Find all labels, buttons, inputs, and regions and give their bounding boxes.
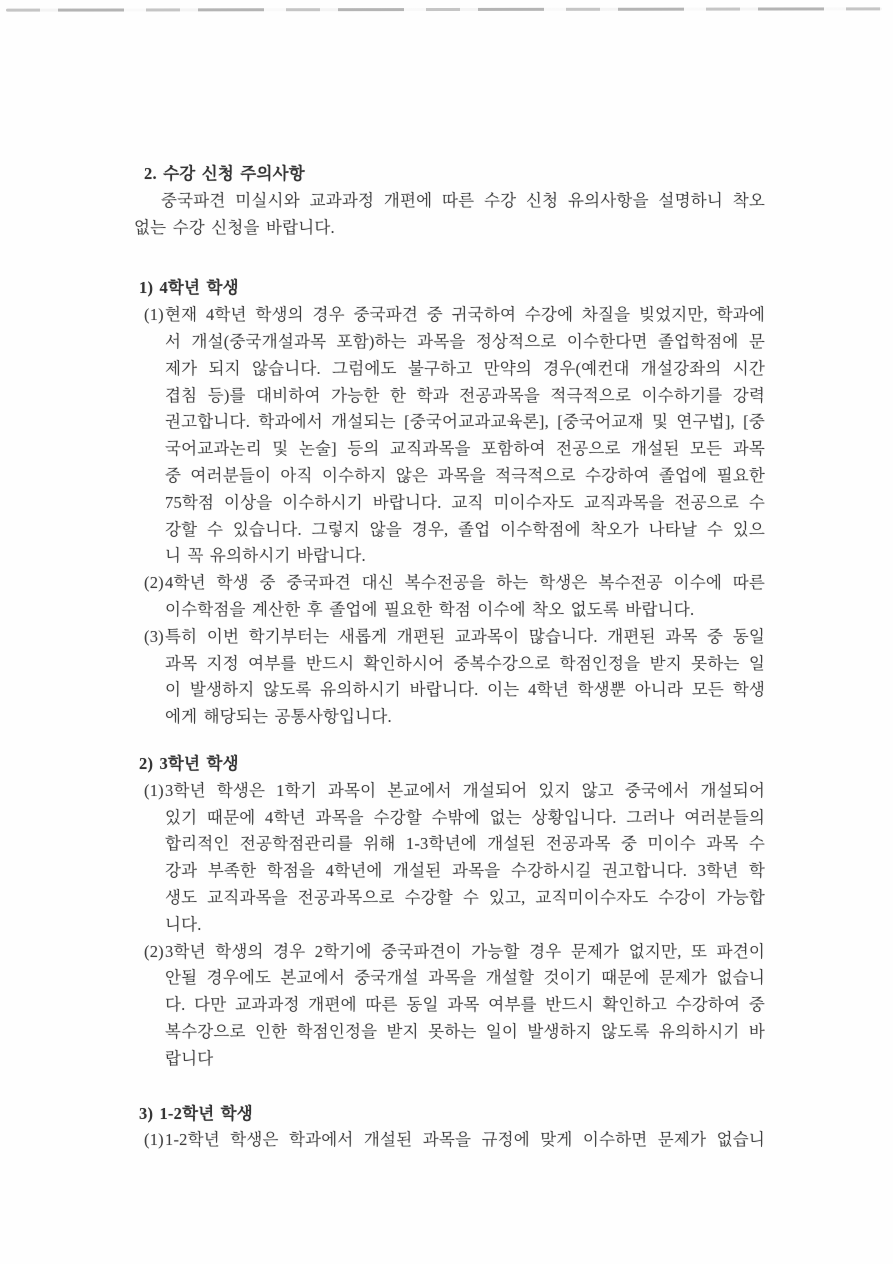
intro-line: 없는 수강 신청을 바랍니다. bbox=[134, 217, 335, 237]
item-line: 니 꼭 유의하시기 바랍니다. bbox=[165, 546, 366, 566]
list-item bbox=[134, 302, 765, 570]
section-grade4 bbox=[134, 275, 765, 731]
item-line: 이수학점을 계산한 후 졸업에 필요한 학점 이수에 착오 없도록 바랍니다. bbox=[165, 599, 695, 619]
section-grade3 bbox=[134, 751, 765, 1073]
section-heading: 1) 4학년 학생 bbox=[139, 278, 239, 298]
list-item bbox=[134, 570, 765, 624]
document-title: 2. 수강 신청 주의사항 bbox=[144, 164, 305, 183]
scanner-artifact-line bbox=[6, 7, 882, 11]
item-line: 75학점 이상을 이수하시기 바랍니다. 교직 미이수자도 교직과목을 전공으로 수 bbox=[165, 492, 765, 512]
item-line: 합리적인 전공학점관리를 위해 1-3학년에 개설된 전공과목 중 미이수 과목 수 bbox=[165, 834, 765, 854]
document-content bbox=[134, 161, 765, 1154]
item-line: 4학년 학생 중 중국파견 대신 복수전공을 하는 학생은 복수전공 이수에 따른 bbox=[165, 573, 765, 593]
item-marker: (1) bbox=[144, 305, 164, 325]
item-line: 있기 때문에 4학년 과목을 수강할 수밖에 없는 상황입니다. 그러나 여러분들의 bbox=[165, 807, 765, 827]
section-heading: 2) 3학년 학생 bbox=[139, 753, 239, 773]
item-line: 서 개설(중국개설과목 포함)하는 과목을 정상적으로 이수한다면 졸업학점에 문 bbox=[165, 331, 765, 351]
item-line: 현재 4학년 학생의 경우 중국파견 중 귀국하여 수강에 차질을 빚었지만, 학과에 bbox=[165, 305, 765, 325]
intro-paragraph bbox=[134, 188, 765, 242]
item-line: 특히 이번 학기부터는 새롭게 개편된 교과목이 많습니다. 개편된 과목 중 동일 bbox=[165, 626, 765, 646]
item-line: 다. 다만 교과과정 개편에 따른 동일 과목 여부를 반드시 확인하고 수강하여 중 bbox=[165, 995, 765, 1015]
list-item bbox=[134, 778, 765, 939]
item-line: 니다. bbox=[165, 914, 202, 934]
item-line: 1-2학년 학생은 학과에서 개설된 과목을 규정에 맞게 이수하면 문제가 없습니 bbox=[165, 1130, 765, 1150]
list-item bbox=[134, 939, 765, 1073]
list-item bbox=[134, 624, 765, 731]
item-marker: (1) bbox=[144, 1130, 164, 1150]
section-heading: 3) 1-2학년 학생 bbox=[139, 1103, 253, 1123]
item-line: 권고합니다. 학과에서 개설되는 [중국어교과교육론], [중국어교재 및 연구법], [중 bbox=[165, 412, 765, 432]
item-line: 3학년 학생은 1학기 과목이 본교에서 개설되어 있지 않고 중국에서 개설되어 bbox=[165, 780, 765, 800]
item-marker: (2) bbox=[144, 941, 164, 961]
item-line: 국어교과논리 및 논술] 등의 교직과목을 포함하여 전공으로 개설된 모든 과목 bbox=[165, 439, 765, 459]
intro-line: 중국파견 미실시와 교과과정 개편에 따른 수강 신청 유의사항을 설명하니 착오 bbox=[161, 190, 765, 210]
item-marker: (3) bbox=[144, 626, 164, 646]
item-line: 과목 지정 여부를 반드시 확인하시어 중복수강으로 학점인정을 받지 못하는 일 bbox=[165, 653, 765, 673]
item-line: 강과 부족한 학점을 4학년에 개설된 과목을 수강하시길 권고합니다. 3학년 학 bbox=[165, 861, 765, 881]
item-line: 랍니다 bbox=[165, 1048, 214, 1068]
item-line: 복수강으로 인한 학점인정을 받지 못하는 일이 발생하지 않도록 유의하시기 바 bbox=[165, 1021, 765, 1041]
item-line: 중 여러분들이 아직 이수하지 않은 과목을 적극적으로 수강하여 졸업에 필요한 bbox=[165, 465, 765, 485]
list-item bbox=[134, 1127, 765, 1154]
item-line: 3학년 학생의 경우 2학기에 중국파견이 가능할 경우 문제가 없지만, 또 파견이 bbox=[165, 941, 765, 961]
item-line: 생도 교직과목을 전공과목으로 수강할 수 있고, 교직미이수자도 수강이 가능합 bbox=[165, 887, 765, 907]
item-marker: (2) bbox=[144, 573, 164, 593]
item-line: 이 발생하지 않도록 유의하시기 바랍니다. 이는 4학년 학생뿐 아니라 모든 학생 bbox=[165, 680, 765, 700]
item-line: 안될 경우에도 본교에서 중국개설 과목을 개설할 것이기 때문에 문제가 없습니 bbox=[165, 968, 765, 988]
item-line: 강할 수 있습니다. 그렇지 않을 경우, 졸업 이수학점에 착오가 나타날 수 있으 bbox=[165, 519, 765, 539]
item-line: 제가 되지 않습니다. 그럼에도 불구하고 만약의 경우(예컨대 개설강좌의 시간 bbox=[165, 358, 765, 378]
item-line: 겹침 등)를 대비하여 가능한 한 학과 전공과목을 적극적으로 이수하기를 강력 bbox=[165, 385, 765, 405]
item-marker: (1) bbox=[144, 780, 164, 800]
item-line: 에게 해당되는 공통사항입니다. bbox=[165, 707, 392, 727]
section-grade1-2 bbox=[134, 1101, 765, 1155]
